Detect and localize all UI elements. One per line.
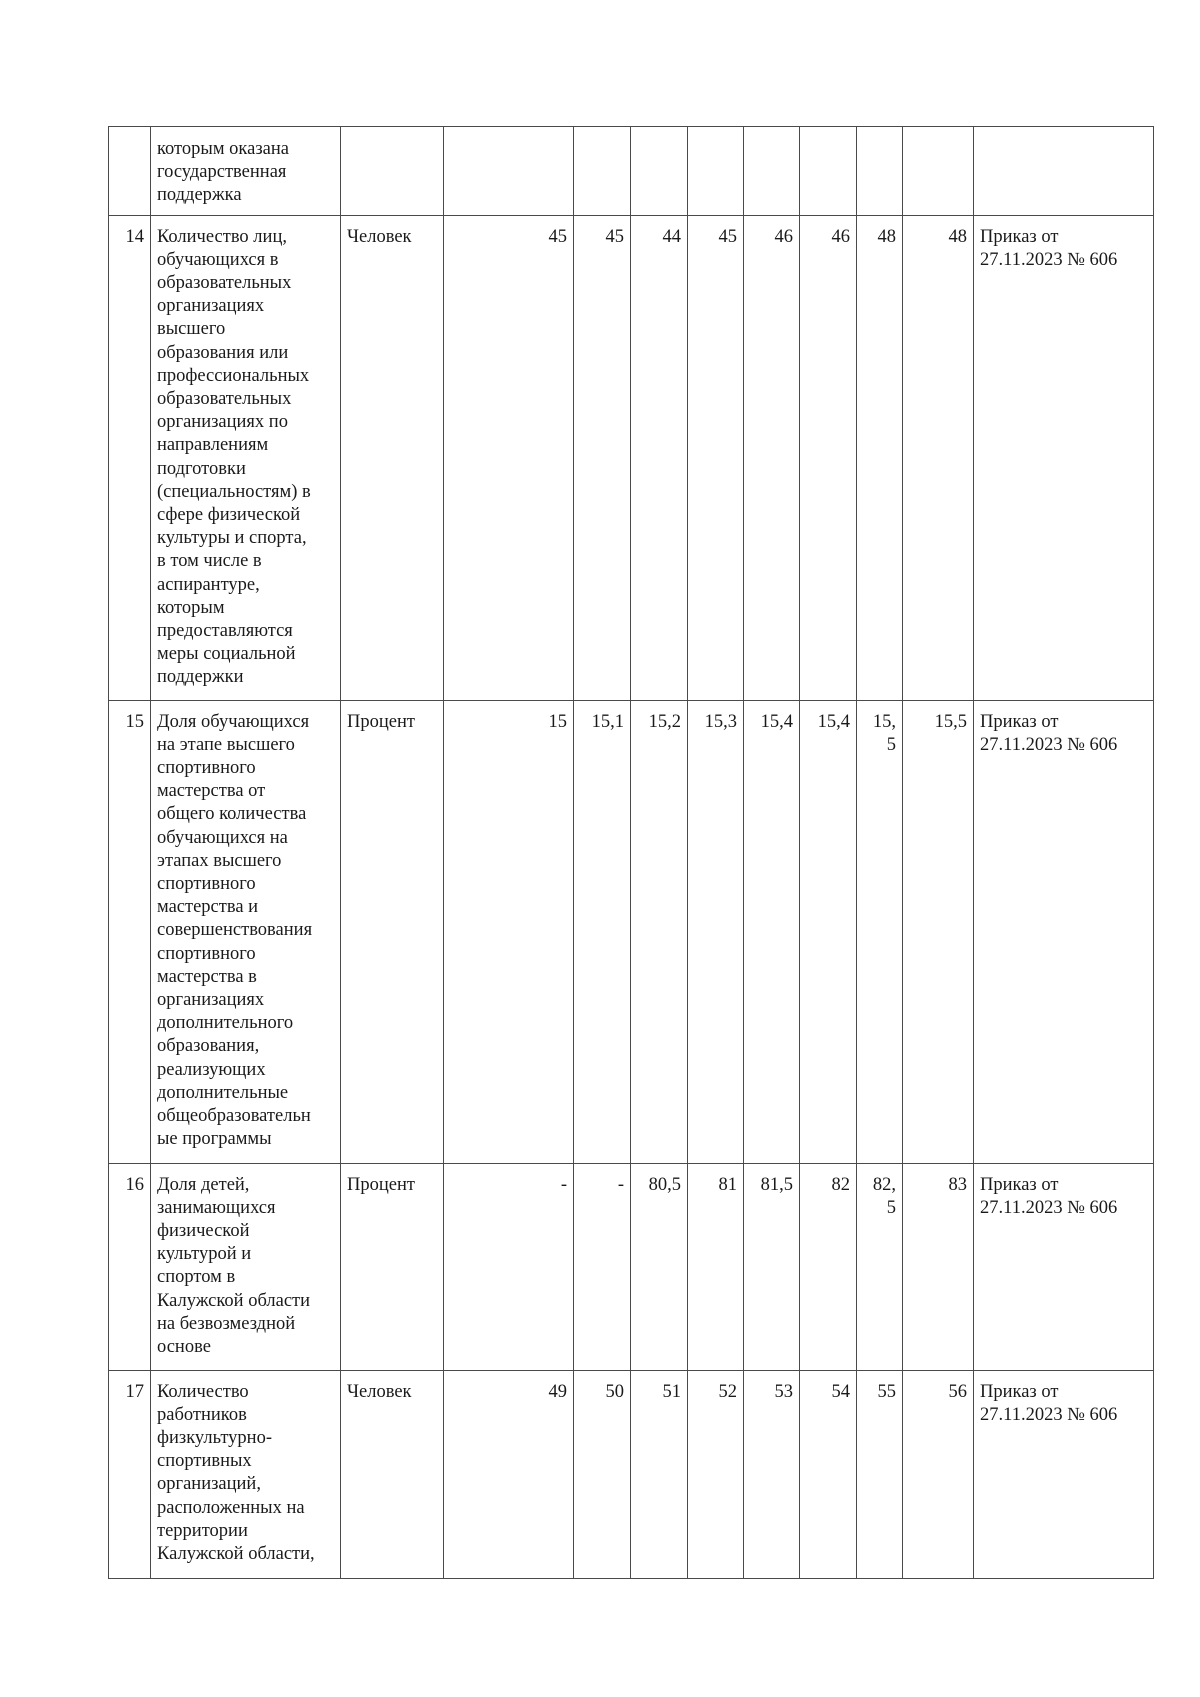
value-cell xyxy=(857,1163,903,1370)
value-cell xyxy=(688,127,744,216)
value-text: 15,3 xyxy=(704,711,737,732)
table-row xyxy=(109,1370,1154,1578)
indicator-name-line: предоставляются xyxy=(157,621,293,642)
value-text: 15,5 xyxy=(934,711,967,732)
indicator-name-line: которым xyxy=(157,597,225,618)
indicator-name-line: поддержка xyxy=(157,185,242,206)
value-text: 46 xyxy=(774,226,793,247)
indicator-name-line: спортом в xyxy=(157,1267,236,1288)
indicator-name-line: совершенствования xyxy=(157,920,313,941)
row-number: 15 xyxy=(109,700,151,1163)
indicator-name xyxy=(151,1163,341,1370)
indicator-name-line: организациях xyxy=(157,296,265,317)
indicator-name-line: организациях по xyxy=(157,412,288,433)
value-cell xyxy=(744,1370,800,1578)
value-text: 15,4 xyxy=(760,711,793,732)
indicator-name-line: Доля детей, xyxy=(157,1174,250,1195)
unit-of-measure: Процент xyxy=(341,700,444,1163)
indicator-name-line: организациях xyxy=(157,990,265,1011)
indicator-name-line: обучающихся на xyxy=(157,827,288,848)
indicator-name-line: ые программы xyxy=(157,1129,272,1150)
value-text: 15,1 xyxy=(591,711,624,732)
indicator-name-line: работников xyxy=(157,1404,247,1425)
indicator-name-line: мастерства от xyxy=(157,781,266,802)
indicator-name-line: направлениям xyxy=(157,435,269,456)
indicator-name-line: культуры и спорта, xyxy=(157,528,307,549)
value-cell xyxy=(444,1370,574,1578)
indicator-name-line: Доля обучающихся xyxy=(157,711,310,732)
table-body xyxy=(109,127,1154,1579)
indicator-name-line: на безвозмездной xyxy=(157,1313,296,1334)
value-cell xyxy=(688,1163,744,1370)
source-line: 27.11.2023 № 606 xyxy=(980,249,1118,270)
value-cell xyxy=(631,700,688,1163)
row-number xyxy=(109,127,151,216)
value-text: - xyxy=(617,1174,624,1195)
table-row xyxy=(109,127,1154,216)
value-cell xyxy=(857,215,903,700)
value-cell xyxy=(800,700,857,1163)
value-cell xyxy=(631,1163,688,1370)
unit-of-measure: Человек xyxy=(341,1370,444,1578)
value-cell xyxy=(903,215,974,700)
value-cell xyxy=(574,1163,631,1370)
indicator-name xyxy=(151,215,341,700)
value-text: 55 xyxy=(877,1381,896,1402)
indicator-name-line: общего количества xyxy=(157,804,307,825)
value-cell xyxy=(903,1370,974,1578)
value-text: 15,2 xyxy=(648,711,681,732)
source-document xyxy=(974,127,1154,216)
value-cell xyxy=(903,127,974,216)
indicator-name-line: мастерства в xyxy=(157,966,257,987)
indicator-name-line: образовательных xyxy=(157,273,292,294)
value-text-wrap: 5 xyxy=(886,734,896,755)
value-cell xyxy=(800,127,857,216)
indicator-name-line: Калужской области, xyxy=(157,1544,315,1565)
source-line: 27.11.2023 № 606 xyxy=(980,1197,1118,1218)
source-document xyxy=(974,700,1154,1163)
indicator-name-line: реализующих xyxy=(157,1059,266,1080)
value-cell xyxy=(574,215,631,700)
value-text: 44 xyxy=(662,226,681,247)
value-text: 45 xyxy=(605,226,624,247)
table-row xyxy=(109,1163,1154,1370)
source-line: Приказ от xyxy=(980,1381,1059,1402)
indicator-name-line: спортивного xyxy=(157,874,256,895)
indicator-name xyxy=(151,1370,341,1578)
indicator-name-line: высшего xyxy=(157,319,226,340)
indicator-name-line: физкультурно- xyxy=(157,1428,272,1449)
value-text: 45 xyxy=(718,226,737,247)
unit-of-measure: Процент xyxy=(341,1163,444,1370)
indicator-name-line: образования, xyxy=(157,1036,260,1057)
indicator-name-line: на этапе высшего xyxy=(157,734,295,755)
value-cell xyxy=(688,1370,744,1578)
table-row xyxy=(109,215,1154,700)
row-number: 17 xyxy=(109,1370,151,1578)
indicator-name-line: Калужской области xyxy=(157,1290,311,1311)
value-text: 53 xyxy=(774,1381,793,1402)
indicator-name-line: образовательных xyxy=(157,389,292,410)
indicator-name-line: меры социальной xyxy=(157,644,296,665)
value-cell xyxy=(800,215,857,700)
indicator-name-line: культурой и xyxy=(157,1244,252,1265)
indicator-name-line: спортивного xyxy=(157,758,256,779)
indicator-name xyxy=(151,700,341,1163)
value-cell xyxy=(903,700,974,1163)
value-text: 80,5 xyxy=(648,1174,681,1195)
value-text: - xyxy=(560,1174,567,1195)
indicator-name-line: (специальностям) в xyxy=(157,481,311,502)
value-cell xyxy=(857,700,903,1163)
value-cell xyxy=(800,1163,857,1370)
indicator-name-line: физической xyxy=(157,1221,250,1242)
value-text: 15, xyxy=(872,711,896,732)
indicator-name-line: этапах высшего xyxy=(157,850,282,871)
indicator-name-line: Количество xyxy=(157,1381,249,1402)
indicator-name-line: общеобразовательн xyxy=(157,1106,311,1127)
source-line: Приказ от xyxy=(980,711,1059,732)
value-cell xyxy=(631,127,688,216)
value-cell xyxy=(857,1370,903,1578)
value-cell xyxy=(857,127,903,216)
value-text: 49 xyxy=(548,1381,567,1402)
value-cell xyxy=(444,700,574,1163)
value-text: 48 xyxy=(877,226,896,247)
value-text: 51 xyxy=(662,1381,681,1402)
value-cell xyxy=(744,700,800,1163)
indicator-name-line: спортивного xyxy=(157,943,256,964)
table-row xyxy=(109,700,1154,1163)
indicators-table xyxy=(108,126,1154,1579)
indicator-name-line: Количество лиц, xyxy=(157,226,287,247)
value-text: 82 xyxy=(831,1174,850,1195)
value-text: 15 xyxy=(548,711,567,732)
value-text: 45 xyxy=(548,226,567,247)
indicator-name-line: аспирантуре, xyxy=(157,574,260,595)
value-cell xyxy=(903,1163,974,1370)
indicator-name xyxy=(151,127,341,216)
value-text: 83 xyxy=(948,1174,967,1195)
value-cell xyxy=(744,127,800,216)
value-cell xyxy=(744,215,800,700)
unit-of-measure xyxy=(341,127,444,216)
value-text: 54 xyxy=(831,1381,850,1402)
indicator-name-line: основе xyxy=(157,1337,211,1358)
indicator-name-line: которым оказана xyxy=(157,139,289,159)
value-cell xyxy=(688,215,744,700)
indicator-name-line: сфере физической xyxy=(157,505,301,526)
indicator-name-line: государственная xyxy=(157,162,287,183)
indicator-name-line: спортивных xyxy=(157,1451,252,1472)
value-cell xyxy=(800,1370,857,1578)
indicator-name-line: в том числе в xyxy=(157,551,262,572)
value-cell xyxy=(688,700,744,1163)
source-line: 27.11.2023 № 606 xyxy=(980,734,1118,755)
indicator-name-line: дополнительного xyxy=(157,1013,294,1034)
indicator-name-line: организаций, xyxy=(157,1474,261,1495)
value-text: 52 xyxy=(718,1381,737,1402)
indicator-name-line: поддержки xyxy=(157,667,244,688)
indicator-name-line: мастерства и xyxy=(157,897,259,918)
indicator-name-line: занимающихся xyxy=(157,1197,276,1218)
value-text-wrap: 5 xyxy=(886,1197,896,1218)
indicator-name-line: территории xyxy=(157,1520,248,1541)
value-cell xyxy=(631,1370,688,1578)
value-cell xyxy=(574,700,631,1163)
value-cell xyxy=(631,215,688,700)
unit-of-measure: Человек xyxy=(341,215,444,700)
value-cell xyxy=(444,127,574,216)
value-cell xyxy=(574,1370,631,1578)
value-cell xyxy=(744,1163,800,1370)
indicator-name-line: профессиональных xyxy=(157,365,310,386)
value-text: 46 xyxy=(831,226,850,247)
value-text: 82, xyxy=(872,1174,896,1195)
source-document xyxy=(974,215,1154,700)
value-cell xyxy=(444,1163,574,1370)
value-cell xyxy=(444,215,574,700)
source-document xyxy=(974,1370,1154,1578)
indicator-name-line: дополнительные xyxy=(157,1082,289,1103)
value-cell xyxy=(574,127,631,216)
value-text: 48 xyxy=(948,226,967,247)
indicator-name-line: подготовки xyxy=(157,458,246,479)
indicator-name-line: обучающихся в xyxy=(157,249,279,270)
source-line: 27.11.2023 № 606 xyxy=(980,1404,1118,1425)
value-text: 15,4 xyxy=(817,711,850,732)
value-text: 81 xyxy=(718,1174,737,1195)
source-line: Приказ от xyxy=(980,226,1059,247)
value-text: 56 xyxy=(948,1381,967,1402)
indicator-name-line: расположенных на xyxy=(157,1497,305,1518)
indicator-name-line: образования или xyxy=(157,342,289,363)
source-document xyxy=(974,1163,1154,1370)
row-number: 14 xyxy=(109,215,151,700)
value-text: 50 xyxy=(605,1381,624,1402)
value-text: 81,5 xyxy=(760,1174,793,1195)
source-line: Приказ от xyxy=(980,1174,1059,1195)
row-number: 16 xyxy=(109,1163,151,1370)
